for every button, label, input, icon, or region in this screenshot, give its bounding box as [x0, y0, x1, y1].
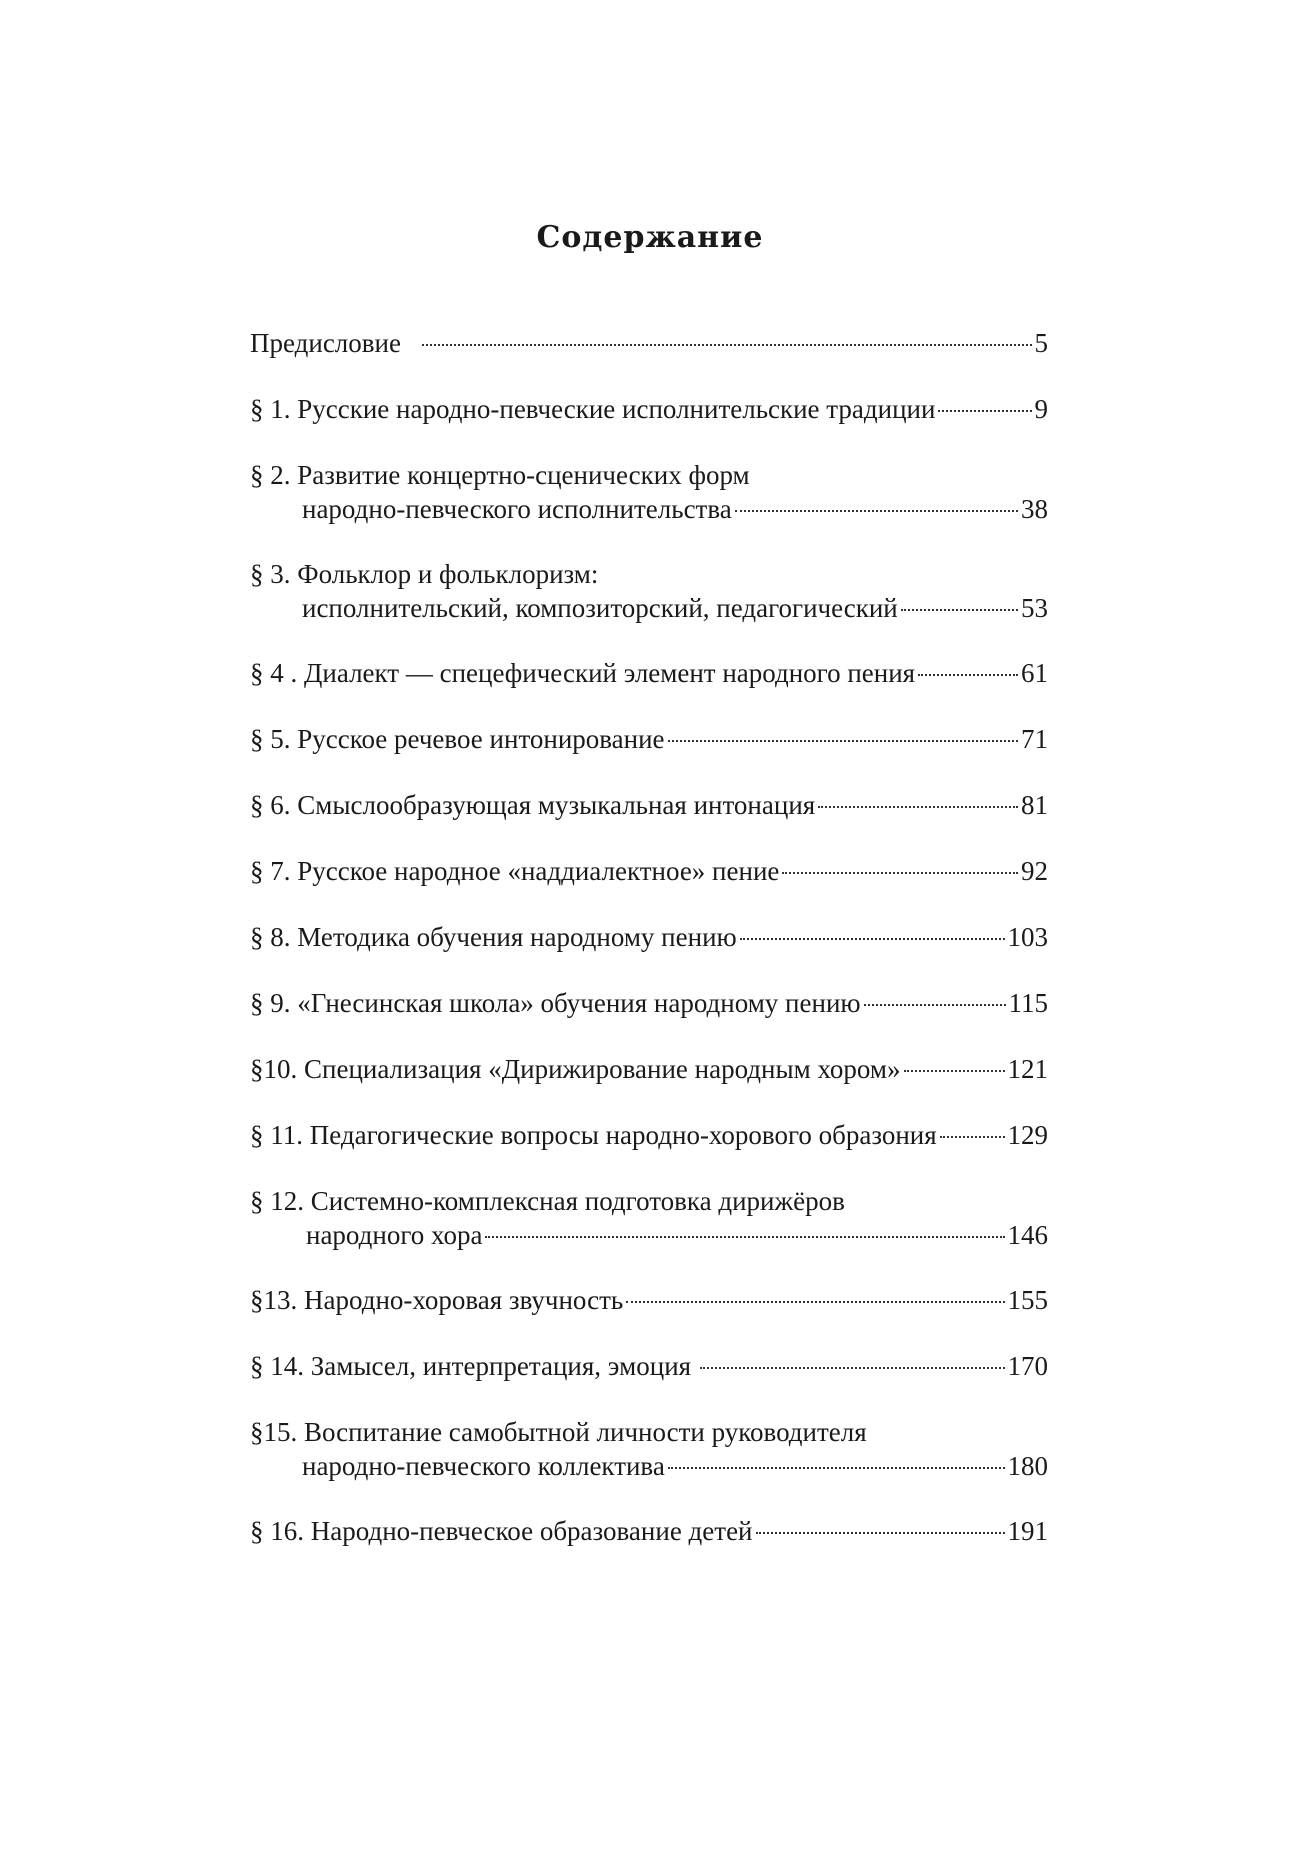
toc-page-number: 103 [1007, 922, 1048, 952]
dot-leader [668, 1467, 1005, 1469]
toc-page-number: 92 [1021, 856, 1048, 886]
toc-entry [250, 788, 1048, 822]
toc-entry [250, 326, 1048, 360]
dot-leader [700, 1367, 1004, 1369]
toc-entry-label: § 5. Русское речевое интонирование [250, 724, 665, 754]
toc-page-number: 71 [1021, 724, 1048, 754]
toc-page-number: 170 [1007, 1351, 1048, 1381]
dot-leader [626, 1301, 1004, 1303]
dot-leader [668, 740, 1018, 742]
toc-entry [250, 722, 1048, 756]
toc-entry-label: § 16. Народно-певческое образование детей [250, 1516, 753, 1546]
toc-entry-label: § 11. Педагогические вопросы народно-хорового образония [250, 1120, 937, 1150]
toc-entry [250, 557, 1048, 625]
dot-leader [485, 1236, 1004, 1238]
toc-entry [250, 1349, 1048, 1383]
dot-leader [756, 1532, 1005, 1534]
toc-entry [250, 854, 1048, 888]
toc-entry-label: § 12. Системно-комплексная подготовка дирижёров [250, 1186, 845, 1216]
toc-entry [250, 1118, 1048, 1152]
dot-leader [422, 344, 1032, 346]
toc-entry [250, 920, 1048, 954]
toc-entry-label: §13. Народно-хоровая звучность [250, 1285, 624, 1315]
dot-leader [735, 510, 1018, 512]
toc-page-number: 180 [1007, 1451, 1048, 1481]
toc-page-number: 61 [1021, 658, 1048, 688]
dot-leader [938, 410, 1031, 412]
toc-entry [250, 458, 1048, 526]
dot-leader [818, 806, 1018, 808]
toc-page-number: 155 [1007, 1285, 1048, 1315]
toc-entry-label: § 14. Замысел, интерпретация, эмоция [250, 1351, 692, 1381]
toc-entry-label: § 6. Смыслообразующая музыкальная интонация [250, 790, 816, 820]
toc-page-number: 5 [1034, 328, 1048, 358]
toc-entry [250, 1184, 1048, 1252]
toc-entry [250, 1052, 1048, 1086]
toc-entry-label: § 7. Русское народное «наддиалектное» пение [250, 856, 780, 886]
toc-entry-label-continued: исполнительский, композиторский, педагогический [302, 593, 898, 623]
dot-leader [918, 674, 1018, 676]
toc-entry [250, 986, 1048, 1020]
dot-leader [864, 1004, 1006, 1006]
dot-leader [740, 938, 1005, 940]
toc-entry [250, 392, 1048, 426]
toc-entry-label: §10. Специализация «Дирижирование народным хором» [250, 1054, 901, 1084]
toc-entry-label: § 9. «Гнесинская школа» обучения народному пению [250, 988, 861, 1018]
toc-entry-label: § 8. Методика обучения народному пению [250, 922, 737, 952]
toc-entry [250, 1283, 1048, 1317]
page-title: Содержание [536, 220, 764, 255]
toc-entry-label-continued: народно-певческого коллектива [302, 1451, 665, 1481]
toc-page-number: 121 [1007, 1054, 1048, 1084]
dot-leader [904, 1070, 1005, 1072]
toc-page-number: 38 [1021, 494, 1048, 524]
dot-leader [901, 609, 1018, 611]
toc-entry-label: § 2. Развитие концертно-сценических форм [250, 460, 750, 490]
toc-entry-label: §15. Воспитание самобытной личности руководителя [250, 1417, 867, 1447]
toc-entry-label-continued: народно-певческого исполнительства [302, 494, 732, 524]
toc-page-number: 129 [1007, 1120, 1048, 1150]
toc-entry-label: § 4 . Диалект — спецефический элемент народного пения [250, 658, 916, 688]
toc-page-number: 146 [1007, 1220, 1048, 1250]
toc-entry [250, 656, 1048, 690]
toc-page-number: 9 [1034, 394, 1048, 424]
toc-entry-label: § 1. Русские народно-певческие исполнительские традиции [250, 394, 936, 424]
toc-page-number: 81 [1021, 790, 1048, 820]
toc-entry-label: Предисловие [250, 328, 401, 358]
toc-entry-label: § 3. Фольклор и фольклоризм: [250, 559, 599, 589]
toc-page-number: 115 [1008, 988, 1048, 1018]
dot-leader [940, 1136, 1005, 1138]
toc-entry-label-continued: народного хора [306, 1220, 483, 1250]
toc-page-number: 191 [1007, 1516, 1048, 1546]
dot-leader [782, 872, 1018, 874]
toc-entry [250, 1415, 1048, 1483]
toc-entry [250, 1514, 1048, 1548]
toc-page-number: 53 [1021, 593, 1048, 623]
